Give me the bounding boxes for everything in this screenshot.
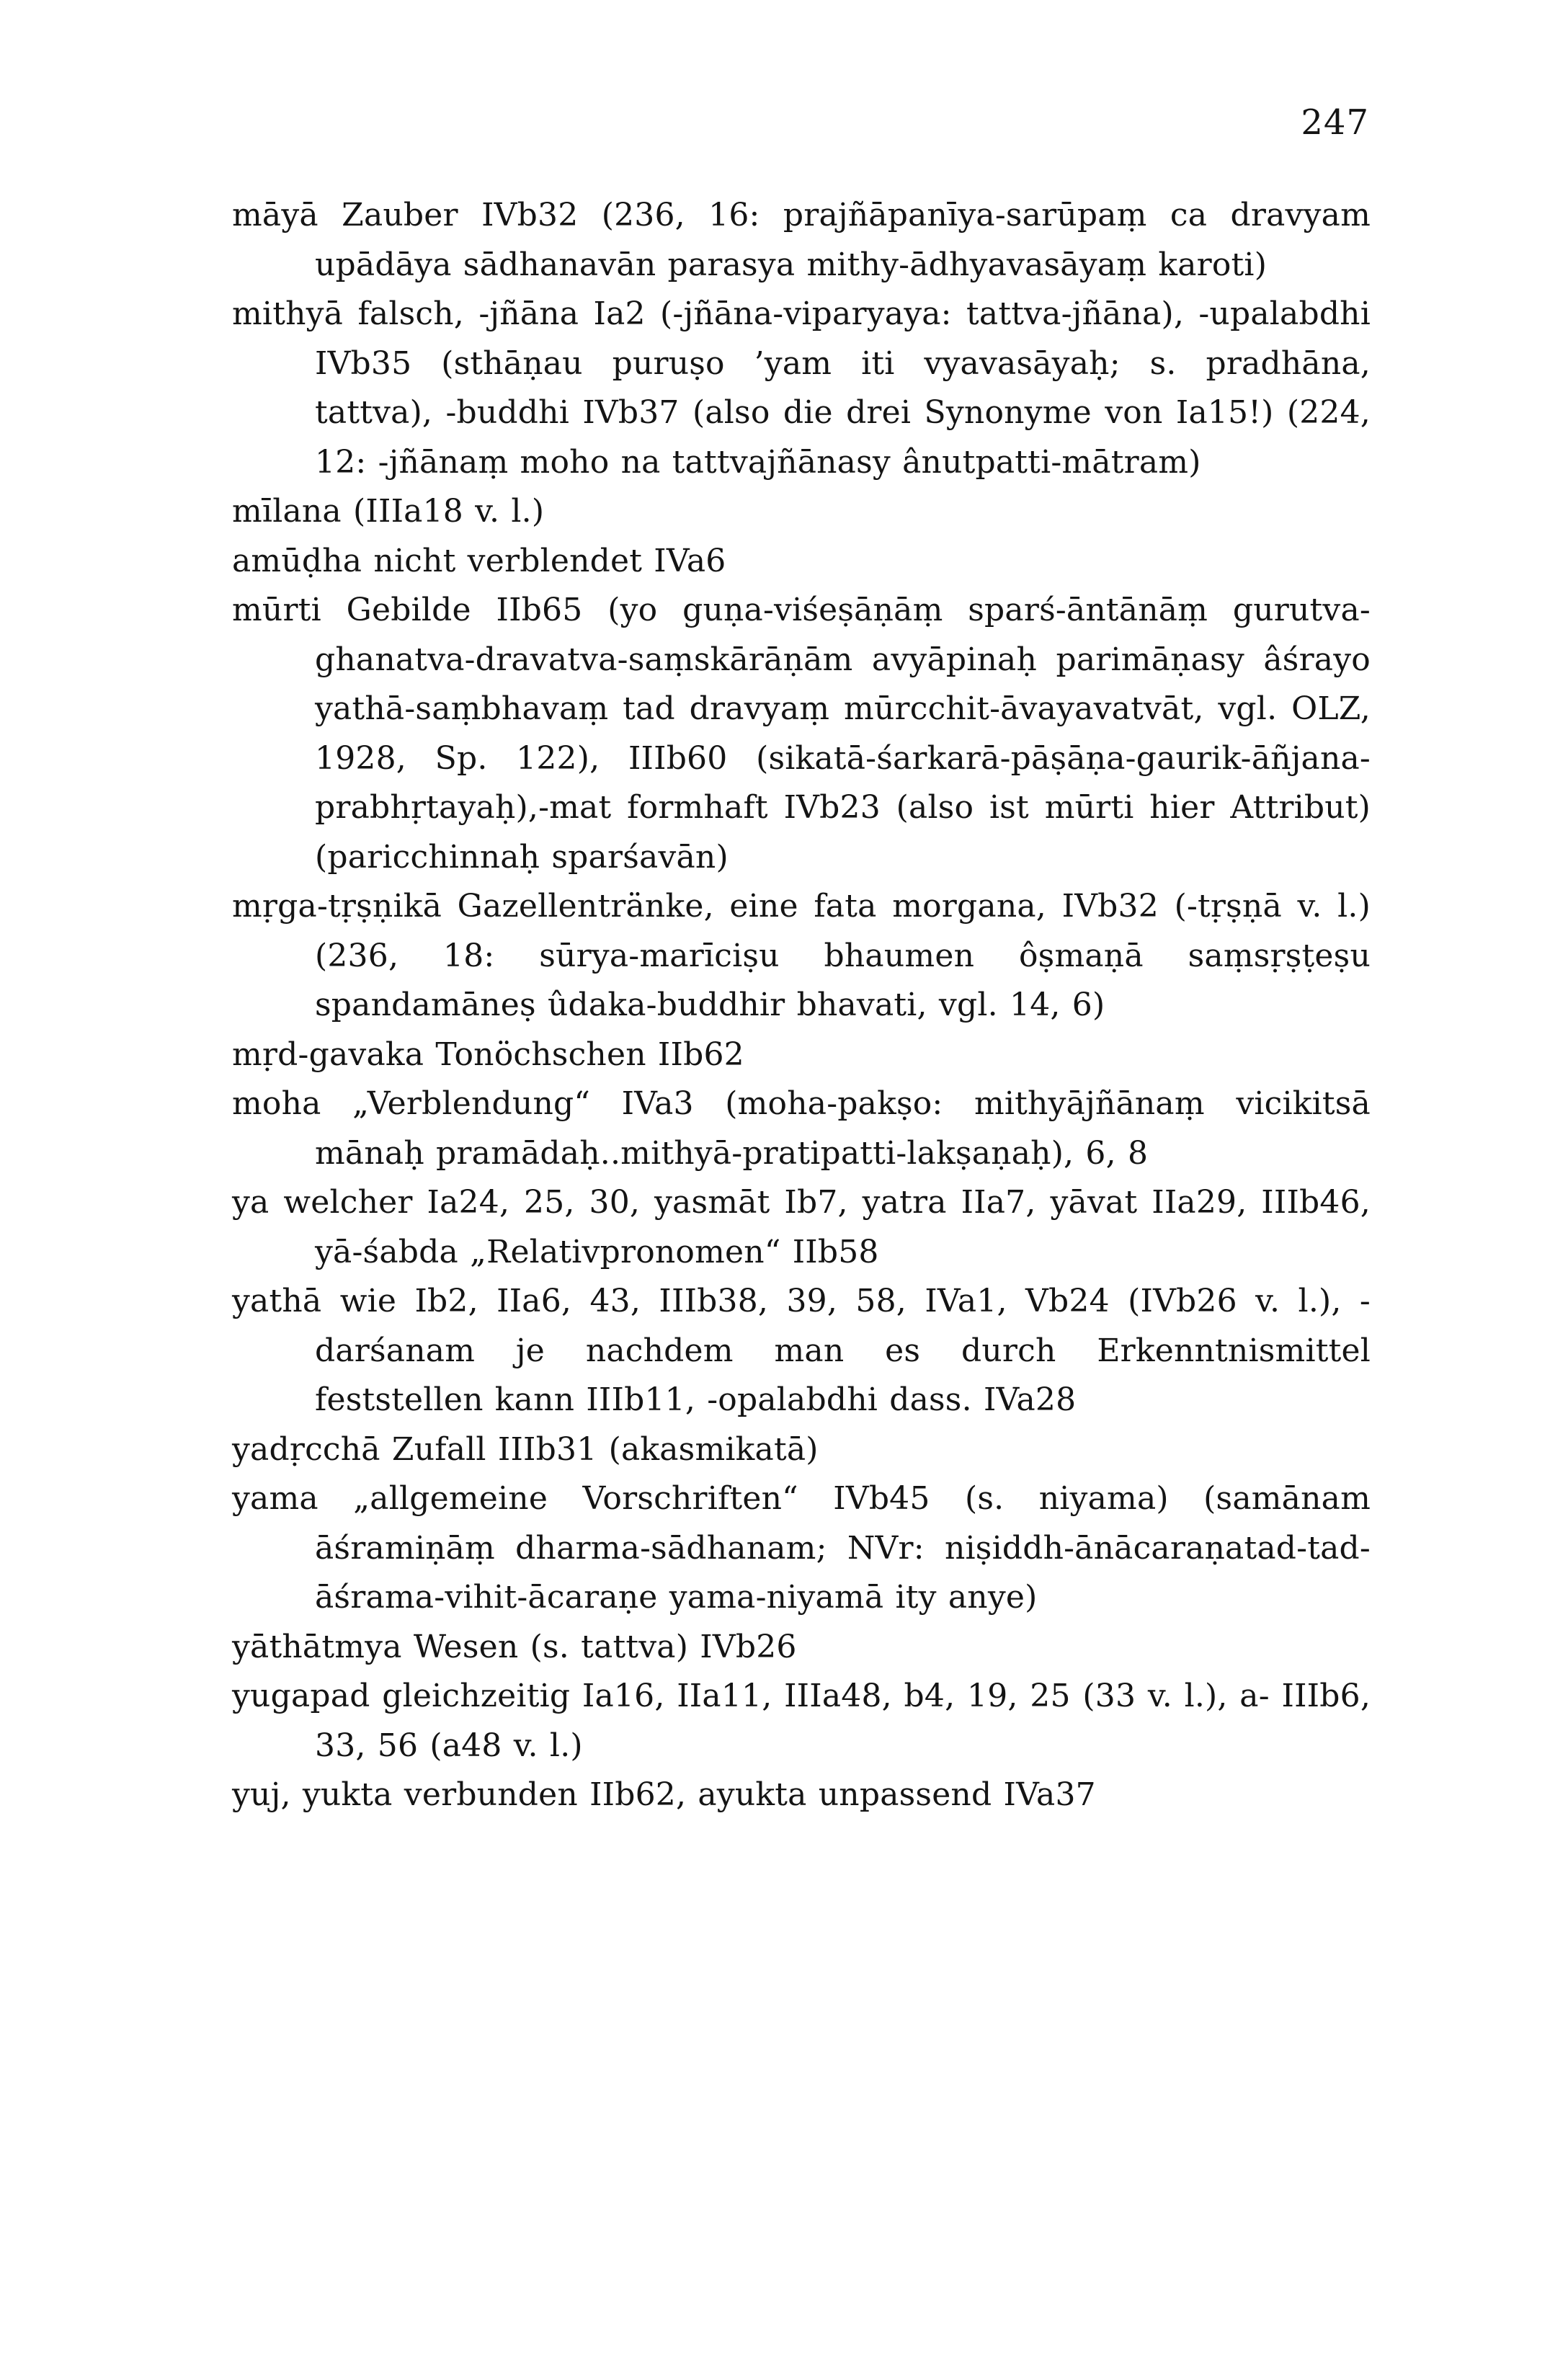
entry-lemma: yāthātmya [232,1628,402,1665]
entry-text: wie Ib2, IIa6, 43, IIIb38, 39, 58, IVa1, Vb24 (IVb26 v. l.), -darśanam je nachdem man es durch Erkenntnismittel feststellen kann IIIb11, -opalabdhi dass. IVa28 [315,1283,1371,1418]
glossary-entry [232,1277,1371,1425]
glossary-entry [232,1474,1371,1623]
glossary-entry [232,1623,1371,1673]
entry-lemma: ya [232,1184,270,1221]
entry-text: „allgemeine Vorschriften“ IVb45 (s. niyama) (samānam āśramiṇāṃ dharma-sādhanam; NVr: niṣiddh-ānācaraṇatad-tad-āśrama-vihit-ācaraṇe yama-niyamā ity anye) [315,1480,1371,1616]
entry-lemma: moha [232,1085,321,1122]
glossary-entry [232,1079,1371,1178]
glossary-entry [232,586,1371,882]
entry-lemma: yathā [232,1283,322,1319]
entry-lemma: mṛd-gavaka [232,1036,424,1073]
glossary-entry [232,1425,1371,1475]
glossary-entry [232,1178,1371,1277]
entry-lemma: mithyā [232,295,344,332]
entry-text: nicht verblendet IVa6 [362,542,726,579]
entry-text: Tonöchschen IIb62 [424,1036,744,1073]
glossary-entry [232,537,1371,587]
entry-text: Zufall IIIb31 (akasmikatā) [380,1430,819,1468]
entry-lemma: mīlana [232,493,342,530]
glossary-entry [232,1771,1371,1820]
entry-lemma: amūḍha [232,542,362,579]
glossary-entry [232,487,1371,537]
entry-lemma: mūrti [232,592,321,628]
glossary-entry [232,191,1371,290]
glossary-entry [232,1030,1371,1080]
entry-text: Zauber IVb32 (236, 16: prajñāpanīya-sarūpaṃ ca dravyam upādāya sādhanavān parasya mithy-ādhyavasāyaṃ karoti) [315,197,1371,283]
glossary-entry [232,1672,1371,1771]
entry-text: Wesen (s. tattva) IVb26 [401,1628,797,1665]
entry-text: Gazellentränke, eine fata morgana, IVb32 (-tṛṣṇā v. l.) (236, 18: sūrya-marīciṣu bhaumen ôṣmaṇā saṃsṛṣṭeṣu spandamāneṣ ûdaka-buddhir bhavati, vgl. 14, 6) [315,888,1371,1023]
entry-text: , yukta verbunden IIb62, ayukta unpassend IVa37 [280,1776,1096,1813]
page-number: 247 [1301,102,1369,143]
entry-lemma: yuj [232,1776,281,1813]
glossary-entry [232,882,1371,1030]
entry-lemma: mṛga-tṛṣṇikā [232,888,442,925]
entry-text: falsch, -jñāna Ia2 (-jñāna-viparyaya: tattva-jñāna), -upalabdhi IVb35 (sthāṇau puruṣo ’yam iti vyavasāyaḥ; s. pradhāna, tattva), -buddhi IVb37 (also die drei Synonyme von Ia15!) (224, 12: -jñānaṃ moho na tattvajñānasy ânutpatti-mātram) [315,295,1371,481]
entry-lemma: yadṛcchā [232,1430,380,1468]
entry-lemma: yama [232,1480,318,1517]
entry-lemma: māyā [232,197,318,233]
entry-text: Gebilde IIb65 (yo guṇa-viśeṣāṇāṃ sparś-āntānāṃ gurutva-ghanatva-dravatva-saṃskārāṇām avyāpinaḥ parimāṇasy âśrayo yathā-saṃbhavaṃ tad dravyaṃ mūrcchit-āvayavatvāt, vgl. OLZ, 1928, Sp. 122), IIIb60 (sikatā-śarkarā-pāṣāṇa-gaurik-āñjana-prabhṛtayaḥ),-mat formhaft IVb23 (also ist mūrti hier Attribut) (paricchinnaḥ sparśavān) [315,592,1371,876]
glossary-entries [232,191,1371,1820]
entry-text: (IIIa18 v. l.) [341,493,545,530]
glossary-entry [232,290,1371,487]
entry-text: „Verblendung“ IVa3 (moha-pakṣo: mithyājñānaṃ vicikitsā mānaḥ pramādaḥ..mithyā-pratipatti-lakṣaṇaḥ), 6, 8 [315,1085,1371,1172]
entry-text: welcher Ia24, 25, 30, yasmāt Ib7, yatra IIa7, yāvat IIa29, IIIb46, yā-śabda „Relativpronomen“ IIb58 [269,1184,1371,1270]
entry-lemma: yugapad [232,1678,370,1714]
entry-text: gleichzeitig Ia16, IIa11, IIIa48, b4, 19, 25 (33 v. l.), a- IIIb6, 33, 56 (a48 v. l.) [315,1678,1371,1764]
